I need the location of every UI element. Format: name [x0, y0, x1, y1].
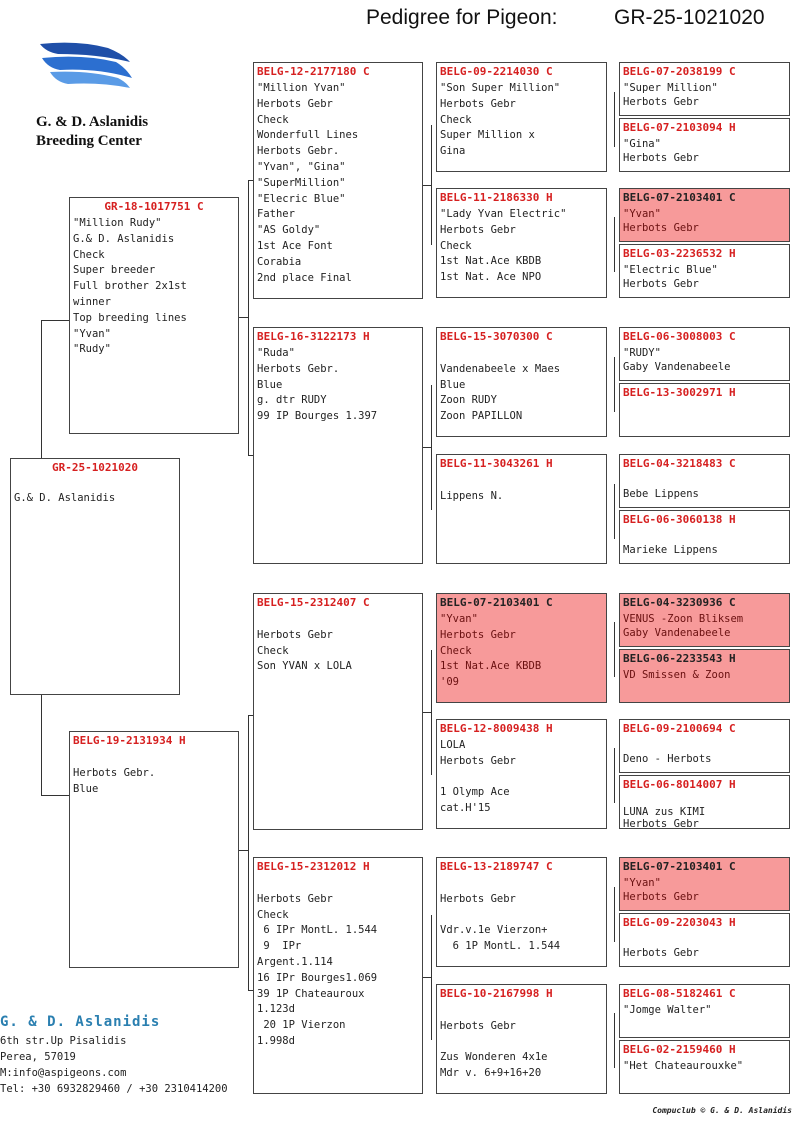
ring-number: BELG-16-3122173 H — [257, 330, 370, 343]
connector — [422, 977, 431, 978]
ring-number: BELG-12-2177180 C — [257, 65, 370, 78]
ring-number: BELG-04-3218483 C — [623, 457, 736, 470]
pigeon-info: G.& D. Aslanidis — [14, 492, 116, 504]
ring-number: BELG-15-3070300 C — [440, 330, 553, 343]
pigeon-info: Lippens N. — [440, 489, 504, 502]
pedigree-box-sss[interactable] — [436, 62, 607, 172]
pigeon-info: "Million Yvan" Herbots Gebr Check Wonderfull Lines Herbots Gebr. "Yvan", "Gina" "SuperMillion" "Elecric Blue" Father "AS Goldy" 1st Ace Font Corabia 2nd place Final — [257, 82, 359, 284]
ring-number: BELG-07-2103401 C — [623, 191, 736, 204]
ring-number: BELG-09-2203043 H — [623, 916, 736, 929]
pedigree-box-g10[interactable] — [619, 649, 790, 703]
pedigree-box-dds[interactable] — [436, 857, 607, 967]
ring-number: GR-18-1017751 C — [104, 200, 204, 213]
pedigree-box-sire[interactable] — [69, 197, 239, 434]
connector — [422, 447, 431, 448]
pedigree-box-dd[interactable] — [253, 857, 423, 1094]
contact-name: G. & D. Aslanidis — [0, 1014, 161, 1030]
ring-number: BELG-11-2186330 H — [440, 191, 553, 204]
ring-number: GR-25-1021020 — [51, 461, 139, 474]
pedigree-box-g2[interactable] — [619, 118, 790, 172]
pigeon-info: Herbots Gebr Vdr.v.1e Vierzon+ 6 1P MontL. 1.544 — [440, 892, 561, 953]
ring-number: BELG-09-2214030 C — [440, 65, 553, 78]
footer-credit: Compuclub © G. & D. Aslanidis — [652, 1106, 792, 1115]
pigeon-info: Herbots Gebr Zus Wonderen 4x1e Mdr v. 6+9+16+20 — [440, 1019, 548, 1080]
connector — [614, 217, 615, 272]
page-title-pigeon-id: GR-25-1021020 — [614, 6, 765, 29]
pedigree-box-subject[interactable] — [10, 458, 180, 695]
pigeon-info: "Jomge Walter" — [623, 1004, 712, 1016]
pigeon-info: "Yvan" Herbots Gebr — [623, 877, 699, 903]
pigeon-info: LUNA zus KIMI Herbots Gebr — [623, 806, 706, 830]
pedigree-box-g12[interactable] — [619, 775, 790, 829]
pedigree-box-g15[interactable] — [619, 984, 790, 1038]
ring-number: BELG-12-8009438 H — [440, 722, 553, 735]
pedigree-box-ddd[interactable] — [436, 984, 607, 1094]
pedigree-box-g1[interactable] — [619, 62, 790, 116]
pigeon-info: Herbots Gebr — [623, 947, 699, 959]
connector — [41, 795, 69, 796]
connector — [422, 712, 431, 713]
connector — [431, 915, 432, 1040]
pedigree-box-ssd[interactable] — [436, 188, 607, 298]
pigeon-info: VENUS -Zoon Bliksem Gaby Vandenabeele — [623, 613, 744, 639]
connector — [248, 180, 249, 455]
connector — [431, 385, 432, 510]
connector — [431, 650, 432, 775]
connector — [239, 317, 248, 318]
ring-number: BELG-07-2103094 H — [623, 121, 736, 134]
pedigree-box-g9[interactable] — [619, 593, 790, 647]
pigeon-info: Herbots Gebr Check Son YVAN x LOLA — [257, 628, 352, 673]
contact-phone: Tel: +30 6932829460 / +30 2310414200 — [0, 1083, 228, 1095]
pedigree-box-g6[interactable] — [619, 383, 790, 437]
pedigree-box-dsd[interactable] — [436, 719, 607, 829]
ring-number: BELG-06-3008003 C — [623, 330, 736, 343]
contact-block — [0, 1014, 228, 1097]
pedigree-box-dss[interactable] — [436, 593, 607, 703]
ring-number: BELG-13-2189747 C — [440, 860, 553, 873]
connector — [248, 715, 249, 990]
pigeon-info: LOLA Herbots Gebr 1 Olymp Ace cat.H'15 — [440, 739, 516, 815]
ring-number: BELG-09-2100694 C — [623, 722, 736, 735]
pedigree-box-g5[interactable] — [619, 327, 790, 381]
pedigree-box-g16[interactable] — [619, 1040, 790, 1094]
connector — [41, 695, 42, 795]
connector — [431, 125, 432, 245]
pigeon-info: "RUDY" Gaby Vandenabeele — [623, 347, 731, 373]
pigeon-info — [620, 400, 789, 404]
pedigree-box-ss[interactable] — [253, 62, 423, 299]
pigeon-info: "Electric Blue" Herbots Gebr — [623, 264, 718, 290]
connector — [614, 748, 615, 803]
pigeon-info: "Super Million" Herbots Gebr — [623, 82, 718, 108]
page-title-label: Pedigree for Pigeon: — [366, 6, 558, 29]
pigeon-info: VD Smissen & Zoon — [623, 669, 731, 681]
pedigree-box-sdd[interactable] — [436, 454, 607, 564]
ring-number: BELG-06-3060138 H — [623, 513, 736, 526]
connector — [614, 887, 615, 942]
connector — [422, 185, 431, 186]
pedigree-box-dam[interactable] — [69, 731, 239, 968]
pigeon-info: Herbots Gebr. Blue — [73, 766, 156, 795]
pigeon-info: "Het Chateaurouxke" — [623, 1060, 744, 1072]
connector — [41, 320, 42, 458]
pigeon-info: "Yvan" Herbots Gebr Check 1st Nat.Ace KBDB '09 — [440, 613, 542, 689]
pedigree-box-g8[interactable] — [619, 510, 790, 564]
pigeon-info: Marieke Lippens — [623, 544, 718, 556]
ring-number: BELG-11-3043261 H — [440, 457, 553, 470]
ring-number: BELG-13-3002971 H — [623, 386, 736, 399]
connector — [614, 357, 615, 412]
pedigree-box-g11[interactable] — [619, 719, 790, 773]
pedigree-box-sd[interactable] — [253, 327, 423, 564]
pigeon-info: "Son Super Million" Herbots Gebr Check Super Million x Gina — [440, 82, 561, 158]
connector — [614, 622, 615, 677]
pigeon-info: "Lady Yvan Electric" Herbots Gebr Check 1st Nat.Ace KBDB 1st Nat. Ace NPO — [440, 208, 567, 284]
ring-number: BELG-15-2312012 H — [257, 860, 370, 873]
pigeon-info: Herbots Gebr Check 6 IPr MontL. 1.544 9 IPr Argent.1.114 16 IPr Bourges1.069 39 1P Chateauroux 1.123d 20 1P Vierzon 1.998d — [257, 892, 378, 1047]
connector — [614, 484, 615, 539]
pigeon-info: Bebe Lippens — [623, 488, 699, 500]
connector — [239, 850, 248, 851]
pigeon-info: "Yvan" Herbots Gebr — [623, 208, 699, 234]
contact-email[interactable]: M:info@aspigeons.com — [0, 1067, 127, 1079]
pedigree-box-g13[interactable] — [619, 857, 790, 911]
ring-number: BELG-02-2159460 H — [623, 1043, 736, 1056]
pigeon-info: "Ruda" Herbots Gebr. Blue g. dtr RUDY 99 IP Bourges 1.397 — [257, 347, 378, 423]
contact-city: Perea, 57019 — [0, 1051, 76, 1063]
ring-number: BELG-15-2312407 C — [257, 596, 370, 609]
ring-number: BELG-03-2236532 H — [623, 247, 736, 260]
pedigree-box-g4[interactable] — [619, 244, 790, 298]
connector — [614, 92, 615, 147]
ring-number: BELG-06-8014007 H — [623, 778, 736, 791]
pedigree-box-g14[interactable] — [619, 913, 790, 967]
brand-subtitle: Breeding Center — [36, 133, 142, 149]
pedigree-box-sds[interactable] — [436, 327, 607, 437]
pedigree-box-g7[interactable] — [619, 454, 790, 508]
pigeon-info: "Million Rudy" G.& D. Aslanidis Check Super breeder Full brother 2x1st winner Top breeding lines "Yvan" "Rudy" — [73, 217, 187, 356]
ring-number: BELG-07-2103401 C — [623, 860, 736, 873]
connector — [614, 1013, 615, 1068]
ring-number: BELG-04-3230936 C — [623, 596, 736, 609]
pigeon-info: "Gina" Herbots Gebr — [623, 138, 699, 164]
connector — [41, 320, 69, 321]
ring-number: BELG-19-2131934 H — [73, 734, 186, 747]
ring-number: BELG-08-5182461 C — [623, 987, 736, 1000]
pedigree-box-ds[interactable] — [253, 593, 423, 830]
blue-wing-logo-icon — [38, 40, 134, 90]
pigeon-info: Vandenabeele x Maes Blue Zoon RUDY Zoon PAPILLON — [440, 362, 561, 423]
brand-name: G. & D. Aslanidis — [36, 114, 149, 130]
ring-number: BELG-10-2167998 H — [440, 987, 553, 1000]
contact-address: 6th str.Up Pisalidis — [0, 1035, 127, 1047]
ring-number: BELG-07-2103401 C — [440, 596, 553, 609]
ring-number: BELG-07-2038199 C — [623, 65, 736, 78]
pigeon-info: Deno - Herbots — [623, 753, 712, 765]
ring-number: BELG-06-2233543 H — [623, 652, 736, 665]
pedigree-box-g3[interactable] — [619, 188, 790, 242]
